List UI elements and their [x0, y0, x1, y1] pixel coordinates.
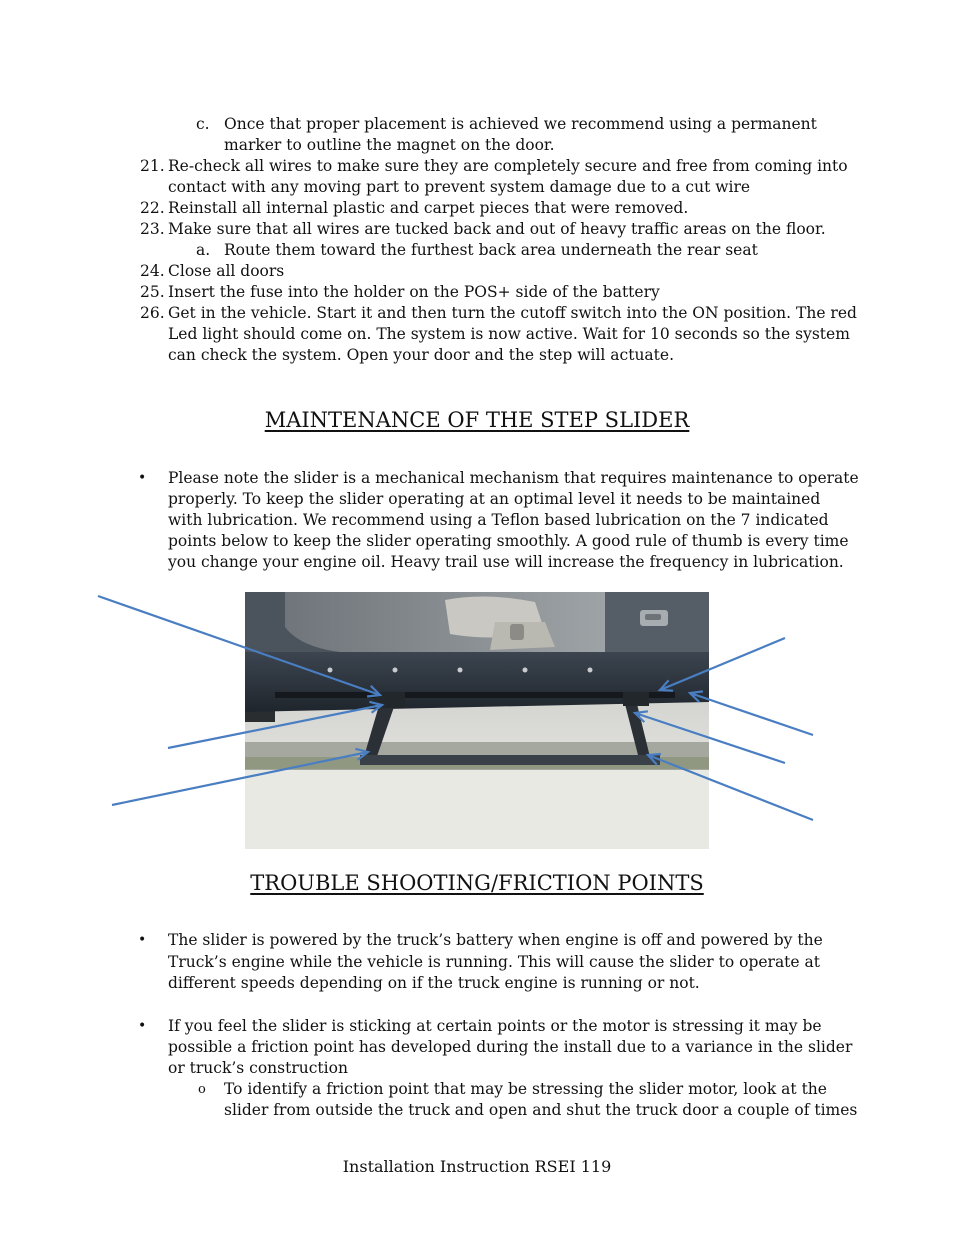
step-text-line: Get in the vehicle. Start it and then turn the cutoff switch into the ON position. The red	[168, 304, 857, 322]
paragraph-line: you change your engine oil. Heavy trail use will increase the frequency in lubrication.	[168, 553, 844, 571]
paragraph-line: points below to keep the slider operating smoothly. A good rule of thumb is every time	[168, 532, 849, 550]
step-text-line: Re-check all wires to make sure they are completely secure and free from coming into	[168, 157, 848, 175]
paragraph-line: If you feel the slider is sticking at certain points or the motor is stressing it may be	[168, 1017, 822, 1035]
sub-step-text-line: Route them toward the furthest back area underneath the rear seat	[224, 241, 758, 259]
step-number: 23.	[140, 220, 165, 238]
paragraph-line: The slider is powered by the truck’s battery when engine is off and powered by the	[168, 931, 823, 949]
bullet-glyph: •	[138, 470, 147, 486]
step-text-line: Close all doors	[168, 262, 285, 280]
step-text-line: Reinstall all internal plastic and carpet pieces that were removed.	[168, 199, 689, 217]
bullet-glyph: •	[138, 932, 147, 948]
page-footer: Installation Instruction RSEI 119	[342, 1157, 612, 1176]
sub-step-marker: c.	[196, 115, 210, 133]
sub-step-marker: a.	[196, 241, 211, 259]
step-number: 22.	[140, 199, 165, 217]
step-number: 21.	[140, 157, 165, 175]
maintenance-heading: MAINTENANCE OF THE STEP SLIDER	[264, 408, 690, 432]
step-number: 24.	[140, 262, 165, 280]
paragraph-line: properly. To keep the slider operating at an optimal level it needs to be maintained	[168, 490, 821, 508]
paragraph-line: possible a friction point has developed during the install due to a variance in the slider	[168, 1038, 853, 1056]
paragraph-line: or truck’s construction	[168, 1059, 348, 1077]
step-text-line: contact with any moving part to prevent system damage due to a cut wire	[168, 178, 751, 196]
step-text-line: can check the system. Open your door and the step will actuate.	[168, 346, 674, 364]
bullet-glyph: •	[138, 1018, 147, 1034]
sub-step-text-line: marker to outline the magnet on the door.	[224, 136, 555, 154]
sub-bullet-glyph: o	[198, 1082, 206, 1097]
paragraph-line: slider from outside the truck and open and shut the truck door a couple of times	[224, 1101, 858, 1119]
slider-photo-illustration	[245, 592, 709, 849]
step-number: 26.	[140, 304, 165, 322]
troubleshooting-heading: TROUBLE SHOOTING/FRICTION POINTS	[250, 871, 704, 895]
step-text-line: Insert the fuse into the holder on the POS+ side of the battery	[168, 283, 660, 301]
paragraph-line: Truck’s engine while the vehicle is running. This will cause the slider to operate at	[168, 953, 820, 971]
paragraph-line: different speeds depending on if the truck engine is running or not.	[168, 974, 700, 992]
step-text-line: Led light should come on. The system is now active. Wait for 10 seconds so the system	[168, 325, 850, 343]
slider-photo	[245, 592, 709, 849]
paragraph-line: with lubrication. We recommend using a Teflon based lubrication on the 7 indicated	[168, 511, 829, 529]
step-text-line: Make sure that all wires are tucked back and out of heavy traffic areas on the floor.	[168, 220, 826, 238]
step-number: 25.	[140, 283, 165, 301]
paragraph-line: Please note the slider is a mechanical mechanism that requires maintenance to operate	[168, 469, 859, 487]
paragraph-line: To identify a friction point that may be stressing the slider motor, look at the	[224, 1080, 827, 1098]
sub-step-text-line: Once that proper placement is achieved we recommend using a permanent	[224, 115, 817, 133]
